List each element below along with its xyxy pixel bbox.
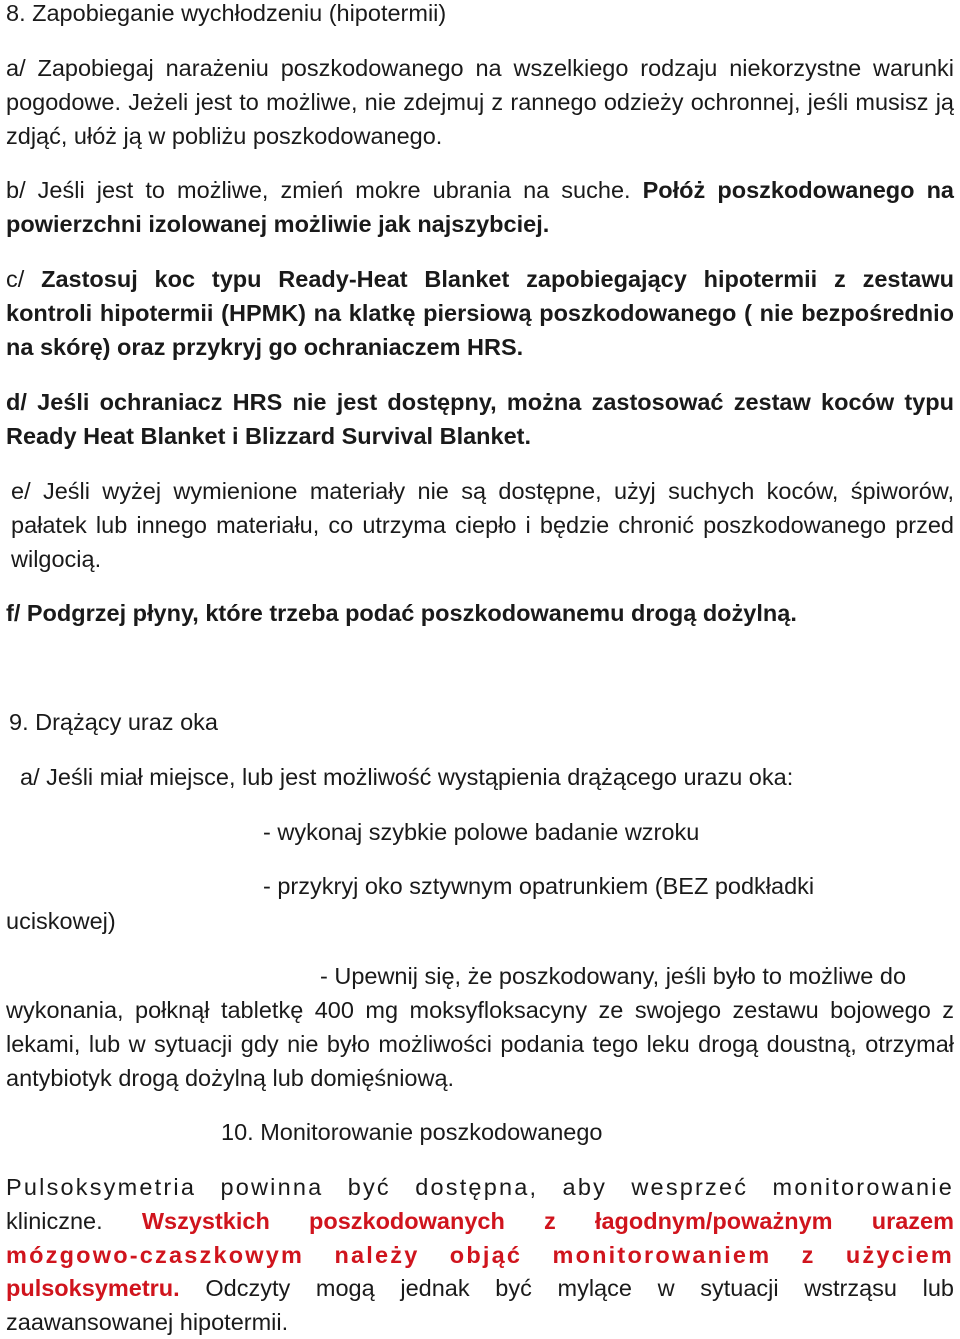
paragraph-b-text: b/ Jeśli jest to możliwe, zmień mokre ubrania na suche.: [6, 177, 643, 203]
warning-text-3: pulsoksymetru.: [6, 1275, 180, 1301]
section-8-paragraph-f: f/ Podgrzej płyny, które trzeba podać poszkodowanemu drogą dożylną.: [6, 600, 797, 626]
section-10-line-4: [6, 1271, 954, 1339]
section-9-list-item-1: - wykonaj szybkie polowe badanie wzroku: [263, 819, 700, 845]
section-8-title: 8. Zapobieganie wychłodzeniu (hipotermii): [6, 0, 447, 26]
section-10-line-1: Pulsoksymetria powinna być dostępna, aby wesprzeć monitorowanie: [6, 1174, 954, 1200]
section-9-paragraph-a: a/ Jeśli miał miejsce, lub jest możliwość wystąpienia drążącego urazu oka:: [20, 764, 794, 790]
section-9-list-item-3-rest: wykonania, połknął tabletkę 400 mg moksyfloksacyny ze swojego zestawu bojowego z lekami, lub w sytuacji gdy nie było możliwości podania tego leku drogą doustną, otrzymał antybiotyk drogą dożylną lub domięśniową.: [6, 997, 954, 1091]
section-8-paragraph-c: [6, 262, 954, 364]
section-10-title: 10. Monitorowanie poszkodowanego: [221, 1119, 603, 1145]
warning-text-2: mózgowo-czaszkowym należy objąć monitorowaniem z użyciem: [6, 1242, 954, 1268]
paragraph-b-emphasis: Połóż poszkodowanego na powierzchni izolowanej możliwie jak najszybciej.: [6, 177, 954, 237]
section-9-list-item-3-start: - Upewnij się, że poszkodowany, jeśli było to możliwe do: [320, 963, 907, 989]
section-9-list-item-2: - przykryj oko sztywnym opatrunkiem (BEZ podkładki: [263, 873, 815, 899]
section-8-paragraph-e: e/ Jeśli wyżej wymienione materiały nie są dostępne, użyj suchych koców, śpiworów, pałatek lub innego materiału, co utrzyma ciepło i będzie chronić poszkodowanego przed wilgocią.: [11, 478, 954, 572]
warning-text-1: Wszystkich poszkodowanych z łagodnym/poważnym urazem: [141, 1208, 955, 1234]
paragraph-c-emphasis: Zastosuj koc typu Ready-Heat Blanket zapobiegający hipotermii z zestawu kontroli hipotermii (HPMK) na klatkę piersiową poszkodowanego ( nie bezpośrednio na skórę) oraz przykryj go ochraniaczem HRS.: [6, 266, 955, 360]
line-4-text: Odczyty mogą jednak być mylące w sytuacji wstrząsu lub zaawansowanej hipotermii.: [6, 1275, 954, 1335]
paragraph-c-prefix: c/: [6, 266, 42, 292]
line-2-text: kliniczne.: [6, 1208, 142, 1234]
section-9-title: 9. Drążący uraz oka: [9, 709, 218, 735]
section-10-line-2: [6, 1204, 954, 1238]
section-8-paragraph-d: d/ Jeśli ochraniacz HRS nie jest dostępny, można zastosować zestaw koców typu Ready Heat Blanket i Blizzard Survival Blanket.: [6, 389, 954, 449]
section-9-list-item-2-continued: uciskowej): [6, 908, 116, 934]
section-8-paragraph-b: [6, 173, 954, 241]
section-8-paragraph-a: a/ Zapobiegaj narażeniu poszkodowanego na wszelkiego rodzaju niekorzystne warunki pogodowe. Jeżeli jest to możliwe, nie zdejmuj z rannego odzieży ochronnej, jeśli musisz ją zdjąć, ułóż ją w pobliżu poszkodowanego.: [6, 55, 954, 149]
